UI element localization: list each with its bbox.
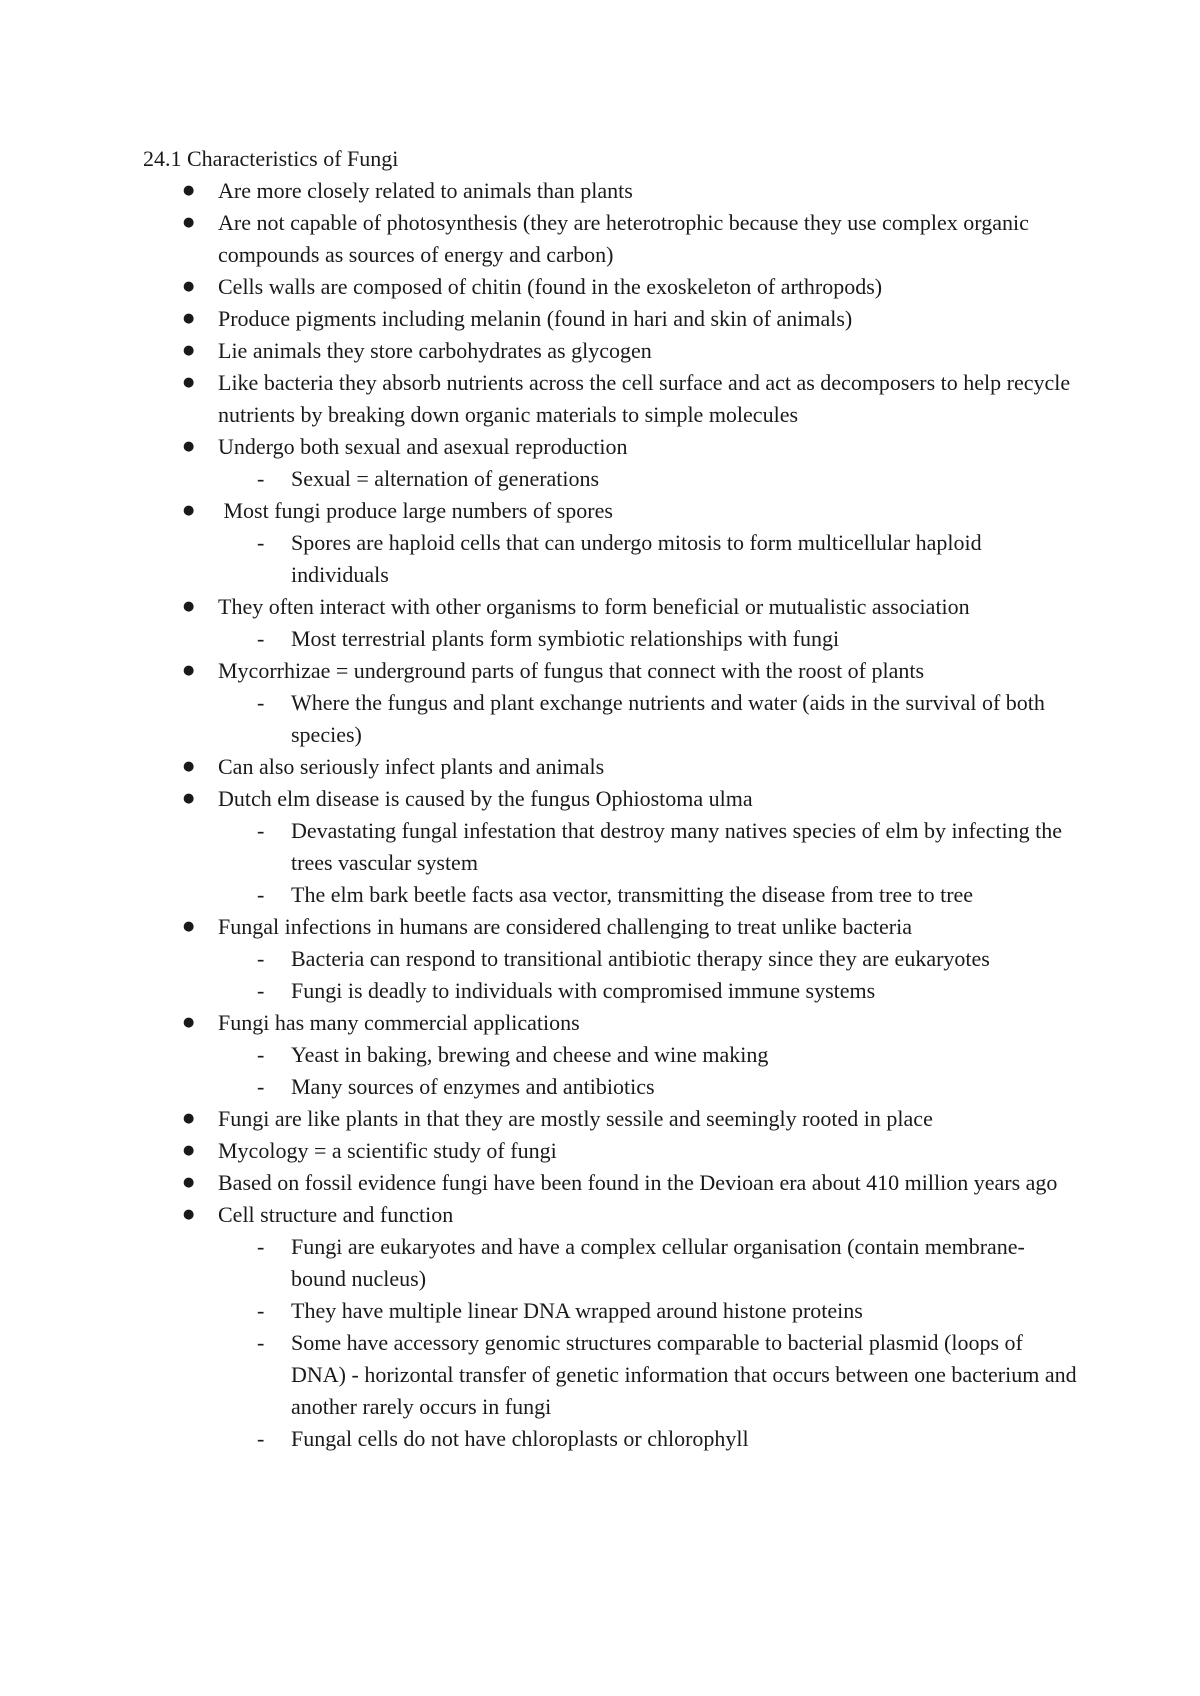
sub-list (218, 687, 1078, 751)
bullet-text: Fungi has many commercial applications (218, 1010, 580, 1035)
sub-item: - Many sources of enzymes and antibiotics (291, 1071, 1078, 1103)
bullet-text: Produce pigments including melanin (found in hari and skin of animals) (218, 306, 853, 331)
sub-item: - Fungi are eukaryotes and have a complex cellular organisation (contain membrane-bound nucleus) (291, 1231, 1078, 1295)
bullet-item (143, 655, 1078, 751)
bullet-text: Based on fossil evidence fungi have been found in the Devioan era about 410 million years ago (218, 1170, 1058, 1195)
bullet-item (143, 1199, 1078, 1455)
sub-item: - Yeast in baking, brewing and cheese and wine making (291, 1039, 1078, 1071)
bullet-item (143, 1103, 1078, 1135)
sub-item: - Spores are haploid cells that can undergo mitosis to form multicellular haploid individuals (291, 527, 1078, 591)
bullet-text: Lie animals they store carbohydrates as glycogen (218, 338, 652, 363)
bullet-item (143, 911, 1078, 1007)
section-heading: 24.1 Characteristics of Fungi (143, 146, 399, 171)
bullet-text: Fungal infections in humans are considered challenging to treat unlike bacteria (218, 914, 912, 939)
sub-list (218, 943, 1078, 1007)
bullet-text: They often interact with other organisms to form beneficial or mutualistic association (218, 594, 970, 619)
bullet-item (143, 591, 1078, 655)
sub-item: - Sexual = alternation of generations (291, 463, 1078, 495)
bullet-text: Undergo both sexual and asexual reproduction (218, 434, 628, 459)
sub-list (218, 815, 1078, 911)
bullet-item (143, 495, 1078, 591)
sub-item: - The elm bark beetle facts asa vector, transmitting the disease from tree to tree (291, 879, 1078, 911)
bullet-item (143, 367, 1078, 431)
sub-item: - Devastating fungal infestation that destroy many natives species of elm by infecting the trees vascular system (291, 815, 1078, 879)
sub-item: - Bacteria can respond to transitional antibiotic therapy since they are eukaryotes (291, 943, 1078, 975)
bullet-text: Can also seriously infect plants and animals (218, 754, 605, 779)
sub-list (218, 463, 1078, 495)
sub-list (218, 623, 1078, 655)
sub-list (218, 1039, 1078, 1103)
bullet-text: Are more closely related to animals than plants (218, 178, 633, 203)
bullet-text: Like bacteria they absorb nutrients across the cell surface and act as decomposers to help recycle nutrients by breaking down organic materials to simple molecules (218, 370, 1076, 427)
bullet-text: Are not capable of photosynthesis (they are heterotrophic because they use complex organic compounds as sources of energy and carbon) (218, 210, 1035, 267)
bullet-text: Cell structure and function (218, 1202, 454, 1227)
sub-item: - Where the fungus and plant exchange nutrients and water (aids in the survival of both species) (291, 687, 1078, 751)
sub-item: - Fungi is deadly to individuals with compromised immune systems (291, 975, 1078, 1007)
bullet-item (143, 271, 1078, 303)
bullet-text: Most fungi produce large numbers of spores (218, 498, 613, 523)
sub-item: - They have multiple linear DNA wrapped around histone proteins (291, 1295, 1078, 1327)
bullet-item (143, 335, 1078, 367)
sub-list (218, 527, 1078, 591)
sub-item: - Fungal cells do not have chloroplasts or chlorophyll (291, 1423, 1078, 1455)
notes-content (143, 143, 1078, 1455)
bullet-text: Mycorrhizae = underground parts of fungus that connect with the roost of plants (218, 658, 925, 683)
bullet-item (143, 303, 1078, 335)
bullet-item (143, 431, 1078, 495)
bullet-item (143, 1167, 1078, 1199)
bullet-text: Cells walls are composed of chitin (found in the exoskeleton of arthropods) (218, 274, 883, 299)
sub-item: - Some have accessory genomic structures comparable to bacterial plasmid (loops of DNA) - horizontal transfer of genetic information that occurs between one bacterium and another rarely occurs in fungi (291, 1327, 1078, 1423)
sub-list (218, 1231, 1078, 1455)
bullet-text: Mycology = a scientific study of fungi (218, 1138, 557, 1163)
bullet-text: Fungi are like plants in that they are mostly sessile and seemingly rooted in place (218, 1106, 933, 1131)
bullet-item (143, 1007, 1078, 1103)
bullet-item (143, 207, 1078, 271)
bullet-item (143, 783, 1078, 911)
bullet-list (143, 175, 1078, 1455)
bullet-item (143, 751, 1078, 783)
sub-item: - Most terrestrial plants form symbiotic relationships with fungi (291, 623, 1078, 655)
bullet-item (143, 1135, 1078, 1167)
bullet-item (143, 175, 1078, 207)
bullet-text: Dutch elm disease is caused by the fungus Ophiostoma ulma (218, 786, 753, 811)
